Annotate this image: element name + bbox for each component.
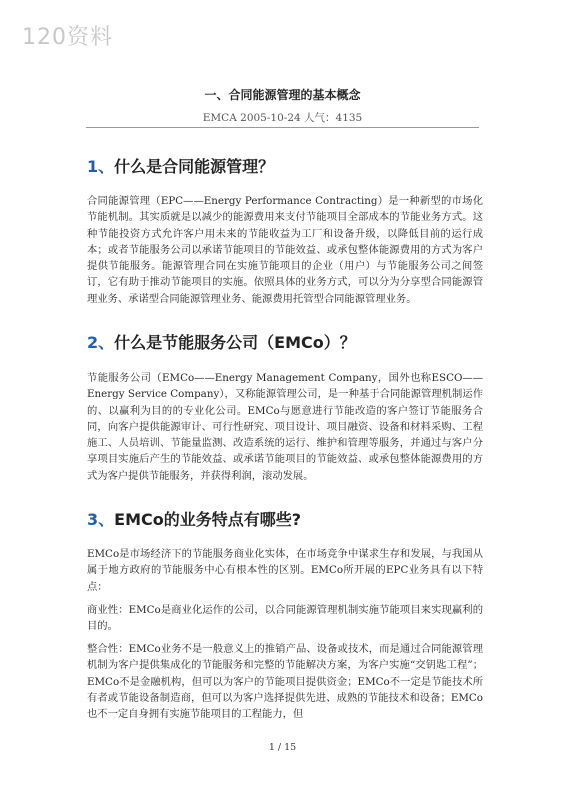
document-meta: EMCA 2005-10-24 人气：4135 xyxy=(202,112,363,124)
section-3-paragraph-1: EMCo是市场经济下的节能服务商业化实体，在市场竞争中谋求生存和发展，与我国从属于地方政府的节能服务中心有根本性的区别。EMCo所开展的EPC业务具有以下特点： xyxy=(87,548,483,593)
document-title: 一、合同能源管理的基本概念 xyxy=(204,88,361,102)
section-2-heading xyxy=(87,330,356,353)
section-3-heading xyxy=(87,507,301,530)
section-2-heading-text: 什么是节能服务公司（EMCo）？ xyxy=(114,333,356,352)
header-divider xyxy=(86,127,479,128)
section-3-paragraph-2: 商业性：EMCo是商业化运作的公司，以合同能源管理机制实施节能项目来实现赢利的目的。 xyxy=(87,604,483,633)
section-1-number: 1、 xyxy=(87,157,115,176)
section-3-number: 3、 xyxy=(87,510,115,529)
section-1-heading-text: 什么是合同能源管理？ xyxy=(114,157,275,176)
section-2-paragraph-1: 节能服务公司（EMCo——Energy Management Company，国外也称ESCO——Energy Service Company），又称能源管理公司，是一种基于合同能源管理机制运作的、以赢利为目的的专业化公司。EMCo与愿意进行节能改造的客户签订节能服务合同，向客户提供能源审计、可行性研究、项目设计、项目融资、设备和材料采购、工程施工、人员培训、节能量监测、改造系统的运行、维护和管理等服务，并通过与客户分享项目实施后产生的节能效益、或承诺节能项目的节能效益、或承包整体能源费用的方式为客户提供节能服务，并获得利润，滚动发展。 xyxy=(87,372,483,482)
page-number: 1 / 15 xyxy=(268,742,297,753)
section-1-heading xyxy=(87,154,274,177)
section-3-heading-text: EMCo的业务特点有哪些? xyxy=(114,510,302,529)
watermark: 120资料 xyxy=(22,25,113,50)
section-2-number: 2、 xyxy=(87,333,115,352)
section-3-paragraph-3: 整合性：EMCo业务不是一般意义上的推销产品、设备或技术，而是通过合同能源管理机制为客户提供集成化的节能服务和完整的节能解决方案，为客户实施“交钥匙工程”；EMCo不是金融机构，但可以为客户的节能项目提供资金；EMCo不一定是节能技术所有者或节能设备制造商，但可以为客户选择提供先进、成熟的节能技术和设备；EMCo也不一定自身拥有实施节能项目的工程能力，但 xyxy=(87,643,483,721)
section-1-paragraph-1: 合同能源管理（EPC——Energy Performance Contracting）是一种新型的市场化节能机制。其实质就是以减少的能源费用来支付节能项目全部成本的节能业务方式。这种节能投资方式允许客户用未来的节能收益为工厂和设备升级，以降低目前的运行成本；或者节能服务公司以承诺节能项目的节能效益、或承包整体能源费用的方式为客户提供节能服务。能源管理合同在实施节能项目的企业（用户）与节能服务公司之间签订，它有助于推动节能项目的实施。依照具体的业务方式，可以分为分享型合同能源管理业务、承诺型合同能源管理业务、能源费用托管型合同能源管理业务。 xyxy=(87,195,483,305)
